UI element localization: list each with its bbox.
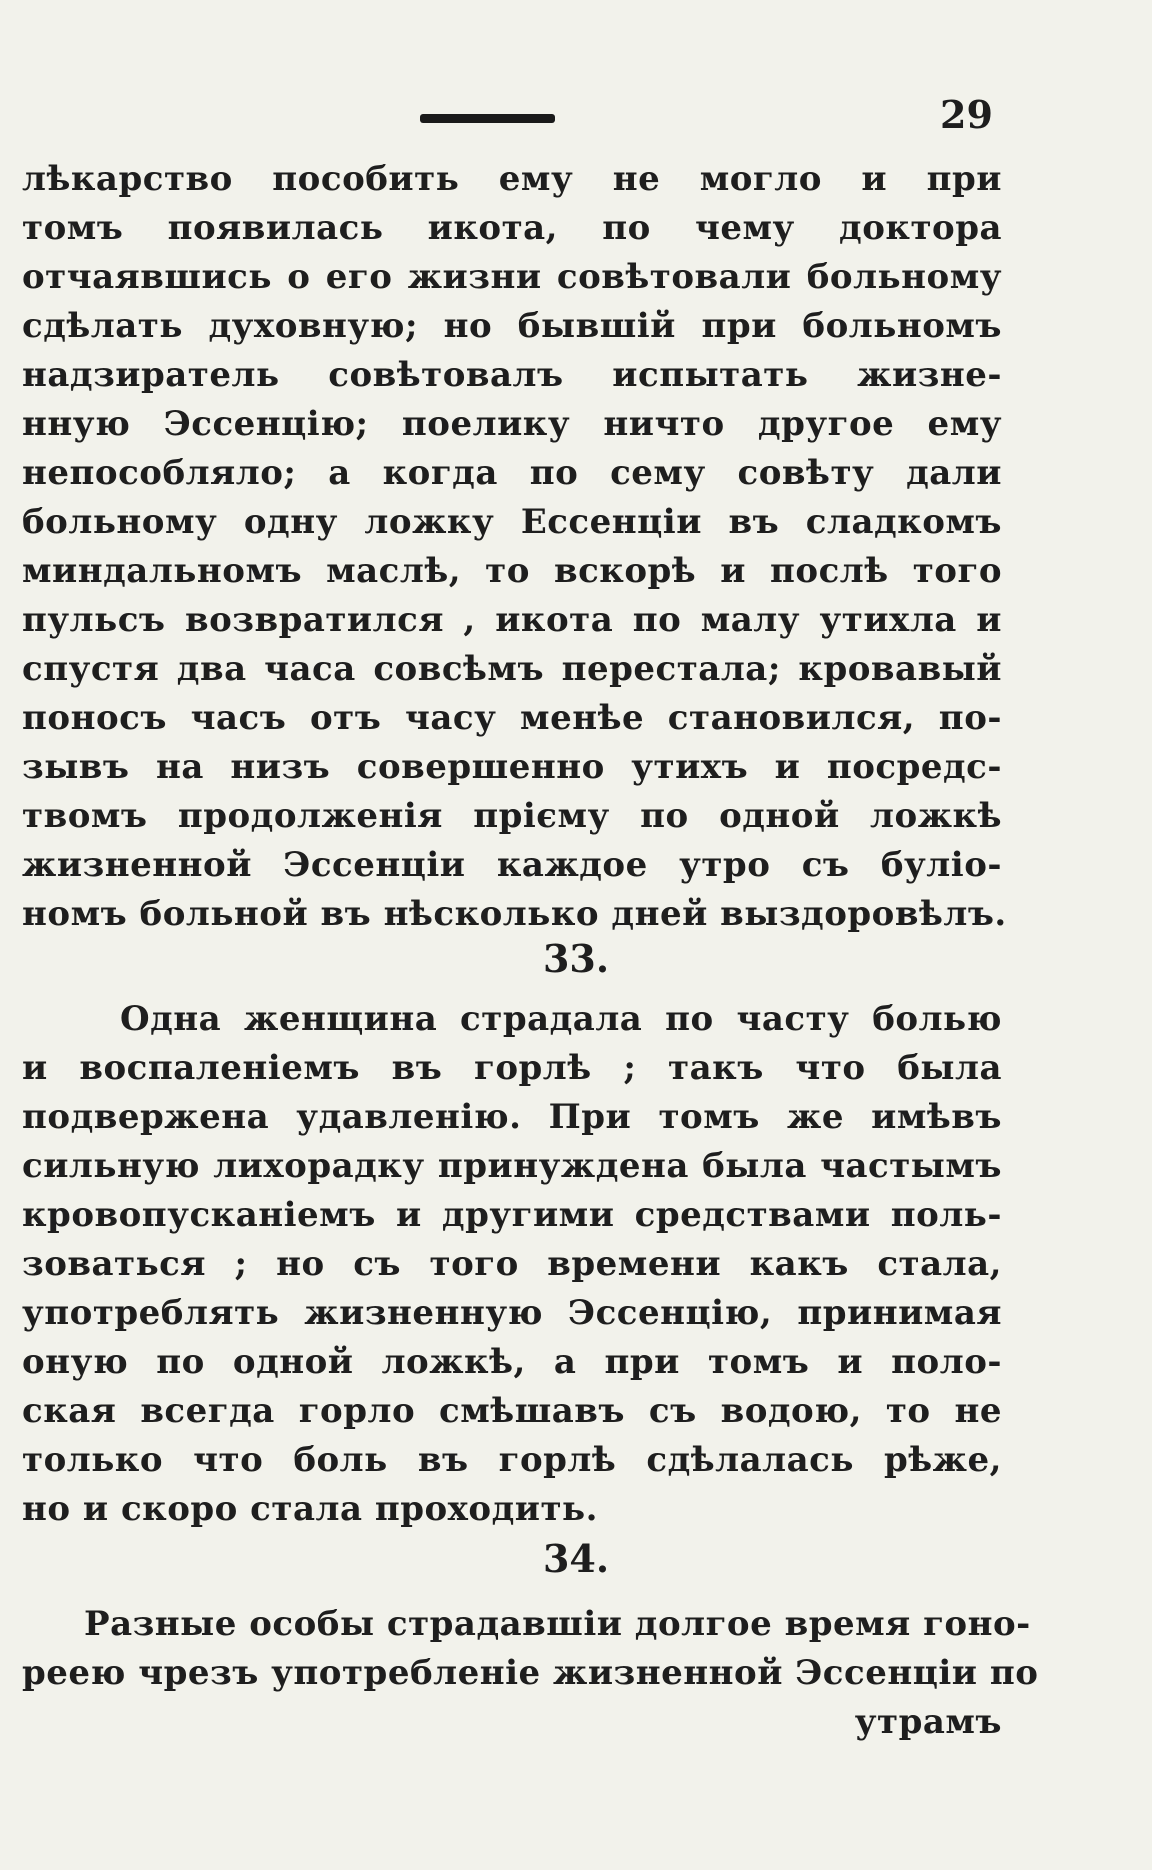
text-line: ская всегда горло смѣшавъ съ водою, то не [22,1391,1002,1431]
text-line: лѣкарство пособить ему не могло и при [22,159,1002,199]
text-line: зоваться ; но съ того времени какъ стала, [22,1244,1002,1284]
text-line: поносъ часъ отъ часу менѣе становился, по- [22,698,1002,738]
paragraph-33 [22,995,1002,1534]
paragraph-34 [22,1600,1039,1747]
header-rule [420,114,555,123]
text-line: подвержена удавленію. При томъ же имѣвъ [22,1097,1002,1137]
text-line: Разные особы страдавшіи долгое время гоно- [84,1604,1031,1644]
text-line: надзиратель совѣтовалъ испытать жизне- [22,355,1002,395]
text-line: пульсъ возвратился , икота по малу утихла и [22,600,1002,640]
text-line: Одна женщина страдала по часту болью [120,999,1002,1039]
text-line: жизненной Эссенціи каждое утро съ буліо- [22,845,1002,885]
text-line: спустя два часа совсѣмъ перестала; кровавый [22,649,1002,689]
text-line: но и скоро стала проходить. [22,1489,598,1529]
text-line: непособляло; а когда по сему совѣту дали [22,453,1002,493]
catchword: утрамъ [854,1702,1002,1742]
text-line: миндальномъ маслѣ, то вскорѣ и послѣ того [22,551,1002,591]
text-line: зывъ на низъ совершенно утихъ и посредс- [22,747,1002,787]
text-line: оную по одной ложкѣ, а при томъ и поло- [22,1342,1002,1382]
section-number-33: 33. [542,936,610,981]
text-line: сдѣлать духовную; но бывшій при больномъ [22,306,1002,346]
paragraph-continuation [22,155,1007,939]
text-line: отчаявшись о его жизни совѣтовали больному [22,257,1002,297]
text-line: сильную лихорадку принуждена была частымъ [22,1146,1002,1186]
text-line: только что боль въ горлѣ сдѣлалась рѣже, [22,1440,1002,1480]
text-line: томъ появилась икота, по чему доктора [22,208,1002,248]
text-line: твомъ продолженія прієму по одной ложкѣ [22,796,1002,836]
text-line: употреблять жизненную Эссенцію, принимая [22,1293,1002,1333]
text-line: реею чрезъ употребленіе жизненной Эссенціи по [22,1653,1039,1693]
page-number: 29 [940,92,993,137]
text-line: номъ больной въ нѣсколько дней выздоровѣлъ. [22,894,1007,934]
section-number-34: 34. [542,1536,610,1581]
text-line: и воспаленіемъ въ горлѣ ; такъ что была [22,1048,1002,1088]
text-line: больному одну ложку Ессенціи въ сладкомъ [22,502,1002,542]
text-line: кровопусканіемъ и другими средствами поль- [22,1195,1002,1235]
text-line: нную Эссенцію; поелику ничто другое ему [22,404,1002,444]
